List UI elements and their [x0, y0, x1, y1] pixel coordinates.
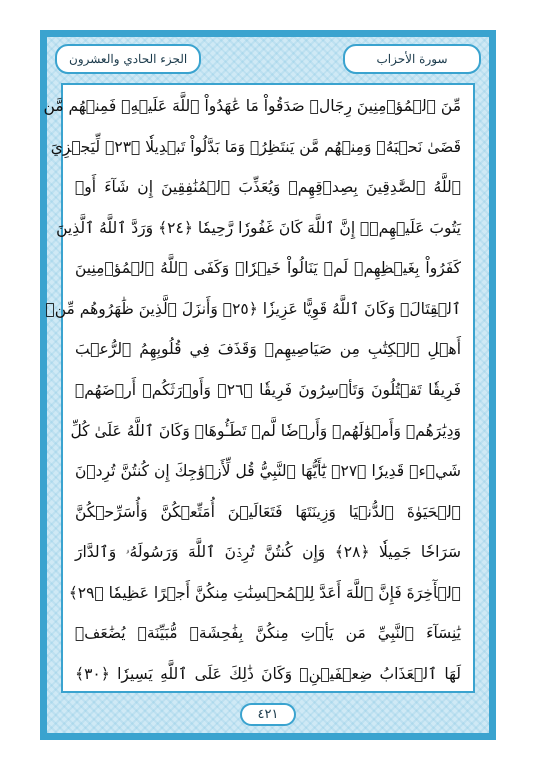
text-line-10: شَيۡءٖ قَدِيرٗا ﴿٢٧﴾ يَٰٓأَيُّهَا ٱلنَّبِيُّ قُل لِّأَزۡوَٰجِكَ إِن كُنتُنَّ تُرِدۡنَ [75, 462, 462, 481]
text-line-6: ٱلۡقِتَالَۚ وَكَانَ ٱللَّهُ قَوِيًّا عَزِيزٗا ﴿٢٥﴾ وَأَنزَلَ ٱلَّذِينَ ظَٰهَرُوهُم مِّنۡ [45, 299, 461, 318]
page-footer [47, 701, 489, 727]
text-line-7: أَهۡلِ ٱلۡكِتَٰبِ مِن صَيَاصِيهِمۡ وَقَذَفَ فِي قُلُوبِهِمُ ٱلرُّعۡبَ [75, 340, 461, 359]
text-line-11: ٱلۡحَيَوٰةَ ٱلدُّنۡيَا وَزِينَتَهَا فَتَعَالَيۡنَ أُمَتِّعۡكُنَّ وَأُسَرِّحۡكُنَّ [75, 502, 461, 521]
juz-title: الجزء الحادي والعشرون [55, 44, 201, 74]
page-header [55, 43, 481, 75]
page-number: ٤٢١ [240, 703, 297, 726]
text-line-3: ٱللَّهُ ٱلصَّٰدِقِينَ بِصِدۡقِهِمۡ وَيُعَذِّبَ ٱلۡمُنَٰفِقِينَ إِن شَآءَ أَوۡ [75, 178, 461, 197]
text-line-12: سَرَاحٗا جَمِيلٗا ﴿٢٨﴾ وَإِن كُنتُنَّ تُرِدۡنَ ٱللَّهَ وَرَسُولَهُۥ وَٱلدَّارَ [75, 543, 462, 562]
text-line-13: ٱلۡأٓخِرَةَ فَإِنَّ ٱللَّهَ أَعَدَّ لِلۡمُحۡسِنَٰتِ مِنكُنَّ أَجۡرًا عَظِيمٗا ﴿٢٩﴾ [68, 583, 461, 602]
text-line-2: قَضَىٰ نَحۡبَهُۥ وَمِنۡهُم مَّن يَنتَظِرُۖ وَمَا بَدَّلُواْ تَبۡدِيلٗا ﴿٢٣﴾ لِّيَجۡزِيَ [50, 137, 461, 156]
quran-text-panel [43, 83, 475, 693]
surah-title: سورة الأحزاب [343, 44, 481, 74]
page-frame [40, 30, 496, 740]
text-line-1: مِّنَ ٱلۡمُؤۡمِنِينَ رِجَالٞ صَدَقُواْ مَا عَٰهَدُواْ ٱللَّهَ عَلَيۡهِۖ فَمِنۡهُم مَّن [43, 97, 461, 115]
text-line-15: لَهَا ٱلۡعَذَابُ ضِعۡفَيۡنِۚ وَكَانَ ذَٰلِكَ عَلَى ٱللَّهِ يَسِيرٗا ﴿٣٠﴾ [75, 664, 461, 683]
text-line-4: يَتُوبَ عَلَيۡهِمۡۚ إِنَّ ٱللَّهَ كَانَ غَفُورٗا رَّحِيمٗا ﴿٢٤﴾ وَرَدَّ ٱللَّهُ ٱلَّذِينَ [56, 218, 461, 237]
text-line-5: كَفَرُواْ بِغَيۡظِهِمۡ لَمۡ يَنَالُواْ خَيۡرٗاۚ وَكَفَى ٱللَّهُ ٱلۡمُؤۡمِنِينَ [75, 259, 461, 278]
text-line-9: وَدِيَٰرَهُمۡ وَأَمۡوَٰلَهُمۡ وَأَرۡضٗا لَّمۡ تَطَـُٔوهَاۚ وَكَانَ ٱللَّهُ عَلَىٰ كُلِّ [70, 421, 461, 440]
text-line-8: فَرِيقٗا تَقۡتُلُونَ وَتَأۡسِرُونَ فَرِيقٗا ﴿٢٦﴾ وَأَوۡرَثَكُمۡ أَرۡضَهُمۡ [75, 380, 462, 399]
text-line-14: يَٰنِسَآءَ ٱلنَّبِيِّ مَن يَأۡتِ مِنكُنَّ بِفَٰحِشَةٖ مُّبَيِّنَةٖ يُضَٰعَفۡ [75, 624, 461, 643]
